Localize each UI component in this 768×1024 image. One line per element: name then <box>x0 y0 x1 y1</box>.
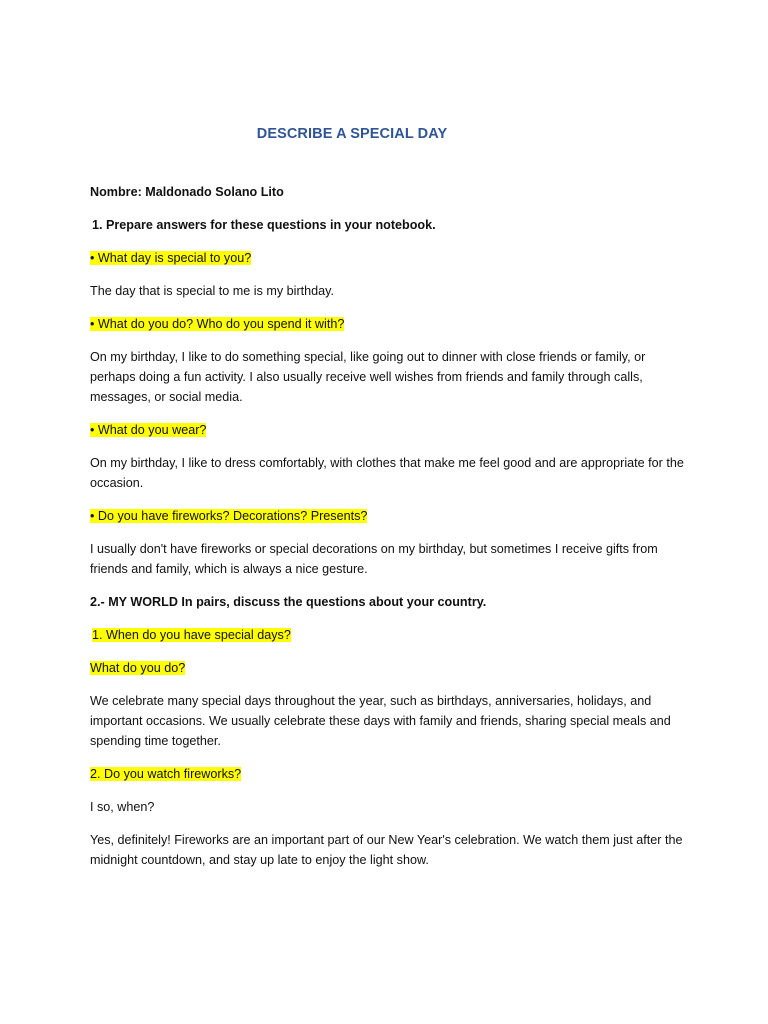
question-4 <box>90 506 690 526</box>
s2-question-1-highlight: 1. When do you have special days? <box>92 628 291 642</box>
question-3-highlight: • What do you wear? <box>90 423 207 437</box>
question-1-highlight: • What day is special to you? <box>90 251 252 265</box>
answer-1: The day that is special to me is my birthday. <box>90 284 335 298</box>
answer-2: On my birthday, I like to do something special, like going out to dinner with close friends or family, or perhaps doing a fun activity. I also usually receive well wishes from friends and family through calls, messages, or social media. <box>90 350 646 404</box>
s2-question-1b-highlight: What do you do? <box>90 661 186 675</box>
answer-3: On my birthday, I like to dress comfortably, with clothes that make me feel good and are appropriate for the occasion. <box>90 456 684 490</box>
s2-question-2-highlight: 2. Do you watch fireworks? <box>90 767 242 781</box>
s2-answer-1: We celebrate many special days throughout the year, such as birthdays, anniversaries, holidays, and important occasions. We usually celebrate these days with family and friends, sharing special meals and spending time together. <box>90 694 671 748</box>
question-1 <box>90 248 690 268</box>
s2-question-1b <box>90 658 690 678</box>
document-body <box>90 182 690 883</box>
student-name: Nombre: Maldonado Solano Lito <box>90 185 284 199</box>
s2-answer-2: Yes, definitely! Fireworks are an important part of our New Year's celebration. We watch them just after the midnight countdown, and stay up late to enjoy the light show. <box>90 833 683 867</box>
section-2-heading: 2.- MY WORLD In pairs, discuss the questions about your country. <box>90 595 487 609</box>
page-title: DESCRIBE A SPECIAL DAY <box>256 126 448 142</box>
s2-question-2 <box>90 764 690 784</box>
s2-question-2b: I so, when? <box>90 800 155 814</box>
question-4-highlight: • Do you have fireworks? Decorations? Presents? <box>90 509 368 523</box>
question-3 <box>90 420 690 440</box>
question-2-highlight: • What do you do? Who do you spend it with? <box>90 317 345 331</box>
question-2 <box>90 314 690 334</box>
s2-question-1 <box>90 625 690 645</box>
section-1-heading: 1. Prepare answers for these questions in your notebook. <box>92 218 436 232</box>
answer-4: I usually don't have fireworks or special decorations on my birthday, but sometimes I receive gifts from friends and family, which is always a nice gesture. <box>90 542 658 576</box>
